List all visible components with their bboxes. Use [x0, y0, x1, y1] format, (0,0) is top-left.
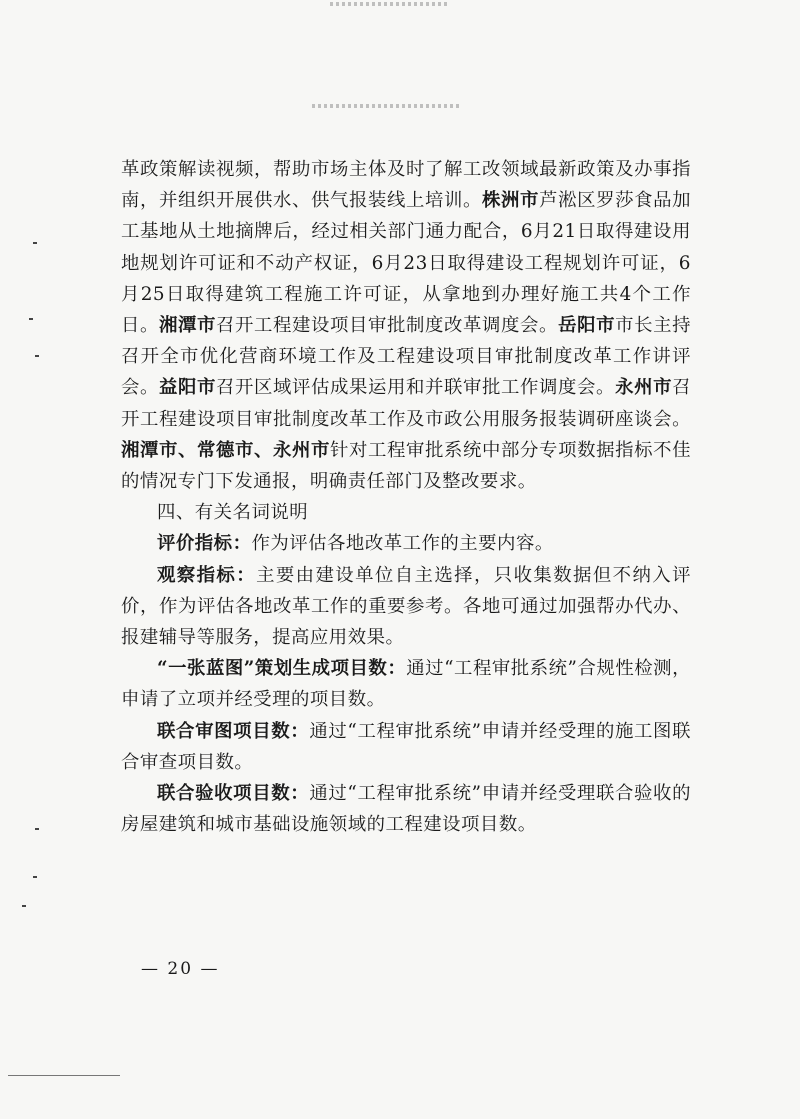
margin-mark	[33, 242, 37, 244]
margin-mark	[33, 876, 37, 878]
section-heading: 四、有关名词说明	[157, 502, 309, 524]
term-label: 联合审图项目数：	[157, 720, 310, 742]
text-segment: 召开工程建设项目审批制度改革调度会。	[216, 315, 559, 337]
margin-mark	[35, 355, 39, 357]
term-definition: 通过“工程审批系统”申请并经受理联合验收的房屋建筑和城市基础设施领域的工程建设项目数。	[121, 783, 691, 836]
city-name: 永州市	[615, 377, 673, 399]
paragraph-city-updates	[121, 154, 691, 497]
text-segment: 针对工程审批系统中部分专项数据指标不佳的情况专门下发通报，明确责任部门及整改要求。	[121, 439, 691, 493]
scan-artifact-top	[330, 2, 450, 6]
term-definition: 作为评估各地改革工作的主要内容。	[251, 533, 554, 555]
city-name: 益阳市	[159, 377, 217, 399]
term-label: 观察指标：	[157, 564, 257, 586]
text-segment: 市长主持召开全市优化营商环境工作及工程建设项目审批制度改革工作讲评会。	[121, 315, 691, 399]
term-label: 评价指标：	[157, 533, 252, 555]
document-body	[121, 154, 691, 840]
term-joint-acceptance-projects	[121, 778, 691, 840]
text-segment: 革政策解读视频，帮助市场主体及时了解工改领域最新政策及办事指南，并组织开展供水、供气报装线上培训。	[121, 159, 691, 212]
term-observation-indicator	[121, 560, 691, 654]
city-name: 湘潭市	[159, 315, 217, 337]
city-name: 株洲市	[482, 190, 540, 212]
term-definition: 主要由建设单位自主选择，只收集数据但不纳入评价，作为评估各地改革工作的重要参考。各地可通过加强帮办代办、报建辅导等服务，提高应用效果。	[121, 564, 691, 649]
term-label: 联合验收项目数：	[157, 783, 310, 805]
margin-mark	[22, 905, 26, 907]
page-number: — 20 —	[141, 959, 220, 979]
term-blueprint-projects	[121, 653, 691, 715]
term-definition: 通过“工程审批系统”申请并经受理的施工图联合审查项目数。	[121, 720, 691, 773]
text-segment: 芦淞区罗莎食品加工基地从土地摘牌后，经过相关部门通力配合，6月21日取得建设用地规划许可证和不动产权证，6月23日取得建设工程规划许可证，6月25日取得建筑工程施工许可证，从拿地到办理好施工共4个工作日。	[121, 190, 691, 337]
margin-mark	[35, 828, 39, 830]
margin-mark	[29, 318, 33, 320]
term-joint-review-projects	[121, 716, 691, 778]
city-name: 岳阳市	[558, 315, 616, 337]
footer-rule	[8, 1075, 120, 1076]
text-segment: 召开工程建设项目审批制度改革工作及市政公用服务报装调研座谈会。	[121, 377, 691, 430]
term-evaluation-indicator	[121, 528, 691, 559]
text-segment: 召开区域评估成果运用和并联审批工作调度会。	[216, 377, 616, 399]
term-label: “一张蓝图”策划生成项目数：	[157, 658, 407, 680]
city-name: 湘潭市、常德市、永州市	[121, 439, 331, 461]
scan-artifact-header	[312, 104, 462, 108]
term-definition: 通过“工程审批系统”合规性检测，申请了立项并经受理的项目数。	[121, 658, 691, 711]
